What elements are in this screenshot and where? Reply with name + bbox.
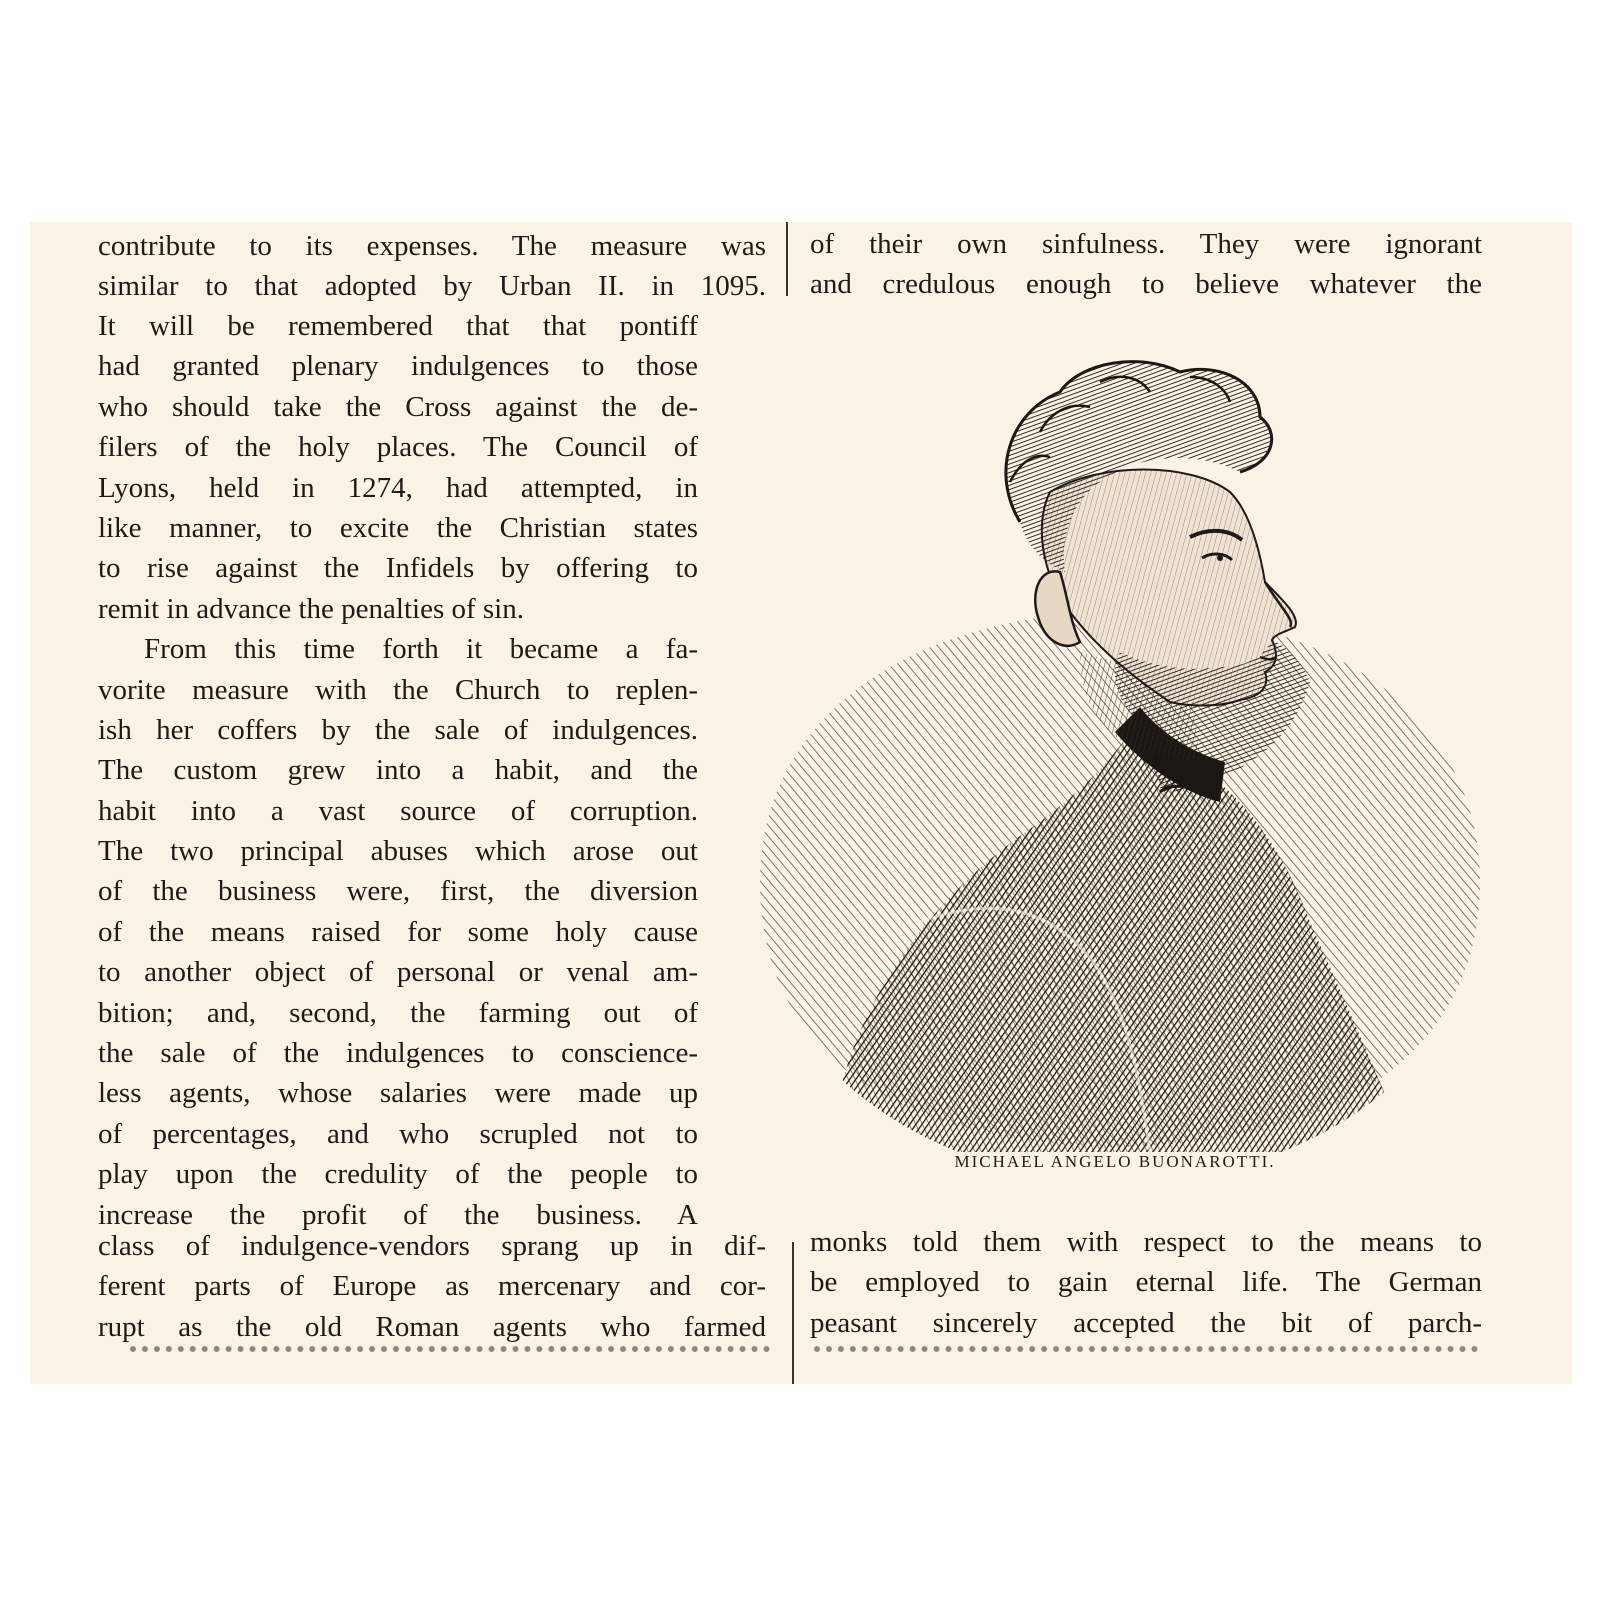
text-line: to another object of personal or venal am- [98, 956, 698, 989]
text-line: the sale of the indulgences to conscience- [98, 1037, 698, 1070]
text-line: play upon the credulity of the people to [98, 1158, 698, 1191]
text-line: ish her coffers by the sale of indulgences. [98, 713, 698, 746]
column-rule-top [786, 222, 788, 296]
text-line: remit in advance the penalties of sin. [98, 592, 524, 625]
cropped-line-bottom-right [814, 1346, 1478, 1362]
text-line: be employed to gain eternal life. The German [810, 1266, 1482, 1299]
text-line: habit into a vast source of corruption. [98, 794, 698, 827]
text-line: of percentages, and who scrupled not to [98, 1117, 698, 1150]
text-line: class of indulgence-vendors sprang up in dif- [98, 1230, 766, 1262]
text-line: The custom grew into a habit, and the [98, 754, 698, 787]
text-line: bition; and, second, the farming out of [98, 996, 698, 1029]
text-line: ferent parts of Europe as mercenary and cor- [98, 1270, 766, 1303]
portrait-engraving [720, 322, 1510, 1152]
text-line: and credulous enough to believe whatever the [810, 268, 1482, 301]
text-line: to rise against the Infidels by offering to [98, 552, 698, 585]
text-line: peasant sincerely accepted the bit of parch- [810, 1306, 1482, 1339]
text-line: monks told them with respect to the means to [810, 1226, 1482, 1258]
right-column-bottom-text [810, 1222, 1482, 1343]
left-column-top-text [98, 226, 766, 307]
figure-caption: MICHAEL ANGELO BUONAROTTI. [954, 1152, 1276, 1171]
cropped-line-bottom-left [130, 1346, 770, 1362]
text-line: had granted plenary indulgences to those [98, 350, 698, 383]
text-line: contribute to its expenses. The measure was [98, 230, 766, 262]
text-line: Lyons, held in 1274, had attempted, in [98, 471, 698, 504]
left-column-narrow-text [98, 306, 698, 1235]
text-line: who should take the Cross against the de- [98, 390, 698, 423]
text-line: of their own sinfulness. They were ignorant [810, 228, 1482, 260]
text-line: The two principal abuses which arose out [98, 835, 698, 868]
text-line: similar to that adopted by Urban II. in 1095. [98, 270, 766, 303]
text-line: It will be remembered that that pontiff [98, 310, 698, 342]
paragraph-start-line: From this time forth it became a fa- [144, 633, 698, 666]
text-line: filers of the holy places. The Council of [98, 431, 698, 464]
column-rule-bottom [792, 1242, 794, 1384]
text-line: like manner, to excite the Christian states [98, 511, 698, 544]
book-page [30, 222, 1572, 1384]
left-column-bottom-text [98, 1226, 766, 1347]
portrait-illustration [720, 322, 1510, 1152]
text-line: vorite measure with the Church to replen- [98, 673, 698, 706]
text-line: of the means raised for some holy cause [98, 915, 698, 948]
text-line: increase the profit of the business. A [98, 1198, 698, 1231]
text-line: rupt as the old Roman agents who farmed [98, 1310, 766, 1343]
right-column-top-text [810, 224, 1482, 305]
text-line: of the business were, first, the diversion [98, 875, 698, 908]
text-line: less agents, whose salaries were made up [98, 1077, 698, 1110]
